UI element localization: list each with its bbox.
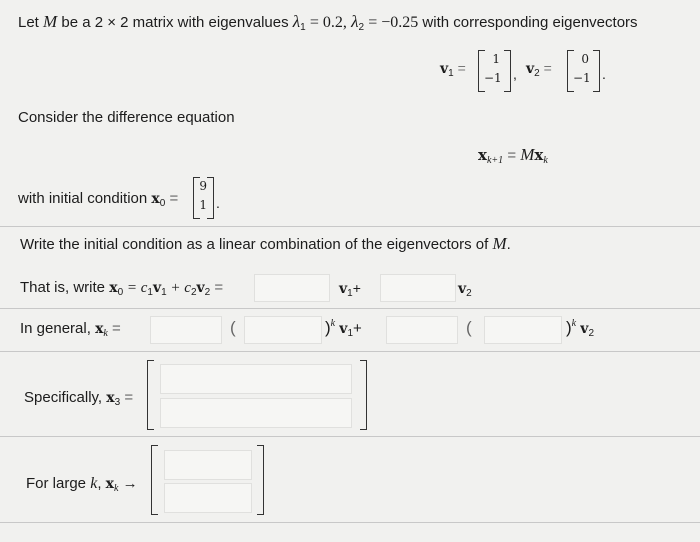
intro-prefix: Let	[18, 14, 39, 31]
after-c1-plus: +	[352, 280, 361, 296]
large-k-symbol: k	[90, 475, 98, 492]
that-is-x0-subscript: 0	[117, 287, 124, 298]
limit-entry-2-input[interactable]	[164, 483, 252, 513]
that-is-v2: v	[196, 280, 205, 296]
general-v2: v	[580, 321, 589, 337]
large-k-line	[26, 475, 138, 494]
difference-equation	[478, 145, 548, 166]
specific-label: Specifically,	[24, 389, 103, 406]
general-close-paren-1: )	[325, 318, 331, 337]
difference-matrix: M	[520, 145, 535, 164]
lambda-2-value: = −0.25	[368, 14, 419, 31]
lambda-2: λ	[351, 12, 359, 31]
general-open-paren-2: (	[466, 318, 472, 337]
divider-2	[0, 308, 700, 309]
instruction-matrix: M	[492, 234, 507, 253]
c1-input[interactable]	[254, 274, 330, 302]
general-eigenvalue-1-input[interactable]	[244, 316, 322, 344]
general-coefficient-1-input[interactable]	[150, 316, 222, 344]
intro-line	[18, 12, 638, 33]
difference-equals: =	[507, 147, 517, 164]
v2-entry-2: −1	[573, 71, 591, 85]
x-k-subscript: k	[543, 155, 548, 166]
that-is-after-c1	[339, 280, 361, 299]
instruction-line	[20, 234, 511, 254]
v1-entry-2: −1	[484, 71, 502, 85]
v1-label	[440, 60, 466, 79]
that-is-line	[20, 279, 223, 298]
x0-subscript: 0	[159, 198, 166, 209]
x-next-subscript: k+1	[486, 155, 504, 166]
matrix-symbol: M	[43, 12, 58, 31]
x0-entry-2: 1	[199, 198, 207, 212]
general-eigenvalue-2-input[interactable]	[484, 316, 562, 344]
general-line	[20, 320, 121, 339]
specific-line	[24, 389, 133, 408]
c2-subscript: 2	[190, 287, 197, 298]
divider-3	[0, 351, 700, 352]
lambda-2-subscript: 2	[358, 22, 365, 33]
x3-right-bracket	[360, 360, 367, 430]
specific-x3-subscript: 3	[114, 397, 121, 408]
general-label: In general,	[20, 320, 91, 337]
x-k-symbol: x	[534, 146, 544, 164]
general-open-paren-1: (	[230, 318, 236, 337]
general-coefficient-2-input[interactable]	[386, 316, 458, 344]
lambda-1-subscript: 1	[300, 22, 306, 33]
x0-entry-1: 9	[199, 179, 207, 193]
after-c2-v2: v	[458, 281, 467, 297]
x-next-symbol: x	[478, 146, 487, 164]
that-is-label: That is, write	[20, 279, 106, 296]
general-power-2: k	[571, 318, 577, 329]
initial-condition-line	[18, 190, 178, 209]
large-k-comma: ,	[97, 475, 102, 492]
large-k-xk: x	[105, 476, 115, 492]
that-is-c1: = c	[123, 280, 148, 296]
specific-equals: =	[124, 389, 134, 406]
general-v1: v	[339, 321, 348, 337]
v-period: .	[602, 66, 606, 82]
initial-equals: =	[169, 190, 179, 207]
x0-period: .	[216, 195, 220, 211]
v2-equals: =	[543, 60, 552, 76]
v2-symbol: v	[526, 61, 535, 77]
that-is-v2-subscript: 2	[204, 287, 211, 298]
v2-right-bracket	[593, 50, 600, 92]
x0-symbol: x	[151, 191, 160, 207]
x3-entry-2-input[interactable]	[160, 398, 352, 428]
that-is-v1-subscript: 1	[161, 287, 167, 298]
specific-x3: x	[106, 390, 115, 406]
difference-equation-intro: Consider the difference equation	[18, 109, 235, 126]
general-v1-subscript: 1	[347, 328, 353, 339]
v2-label	[526, 60, 552, 79]
limit-entry-1-input[interactable]	[164, 450, 252, 480]
large-k-label: For large	[26, 475, 87, 492]
divider-1	[0, 226, 700, 227]
v2-subscript: 2	[534, 68, 540, 79]
initial-condition-label: with initial condition	[18, 190, 148, 207]
intro-suffix: with corresponding eigenvectors	[422, 14, 638, 31]
intro-text: be a 2 × 2 matrix with eigenvalues	[61, 14, 289, 31]
x3-left-bracket	[147, 360, 154, 430]
after-c2-v2-subscript: 2	[466, 288, 472, 299]
that-is-c2: + c	[166, 280, 191, 296]
general-xk-subscript: k	[103, 328, 108, 339]
v1-symbol: v	[440, 61, 449, 77]
lambda-1: λ	[292, 12, 301, 31]
general-v2-subscript: 2	[588, 328, 594, 339]
general-term-2	[566, 318, 594, 339]
x3-entry-1-input[interactable]	[160, 364, 352, 394]
large-k-xk-subscript: k	[114, 483, 119, 494]
v-separator: ,	[513, 66, 517, 82]
divider-4	[0, 436, 700, 437]
c2-input[interactable]	[380, 274, 456, 302]
that-is-v1: v	[152, 280, 162, 296]
lambda-1-value: = 0.2,	[309, 14, 347, 31]
after-c1-v1-subscript: 1	[347, 288, 353, 299]
general-power-1: k	[330, 318, 336, 329]
v2-entry-1: 0	[581, 52, 589, 66]
general-close-paren-2: )	[566, 318, 572, 337]
instruction-period: .	[506, 236, 511, 253]
that-is-after-c2	[458, 280, 472, 299]
instruction-text: Write the initial condition as a linear combination of the eigenvectors of	[20, 236, 489, 253]
limit-arrow: →	[122, 475, 138, 492]
after-c1-v1: v	[339, 281, 348, 297]
v1-right-bracket	[504, 50, 511, 92]
divider-5	[0, 522, 700, 523]
that-is-equals: =	[210, 279, 224, 296]
x0-right-bracket	[207, 177, 214, 219]
v1-entry-1: 1	[492, 52, 500, 66]
that-is-x0: x	[109, 280, 118, 296]
general-plus: +	[353, 320, 362, 337]
c1-subscript: 1	[147, 287, 153, 298]
v1-subscript: 1	[448, 68, 454, 79]
v1-equals: =	[457, 60, 466, 76]
general-xk: x	[95, 321, 104, 337]
limit-left-bracket	[151, 445, 158, 515]
limit-right-bracket	[257, 445, 264, 515]
general-term-1	[325, 318, 362, 339]
general-equals: =	[112, 320, 121, 337]
